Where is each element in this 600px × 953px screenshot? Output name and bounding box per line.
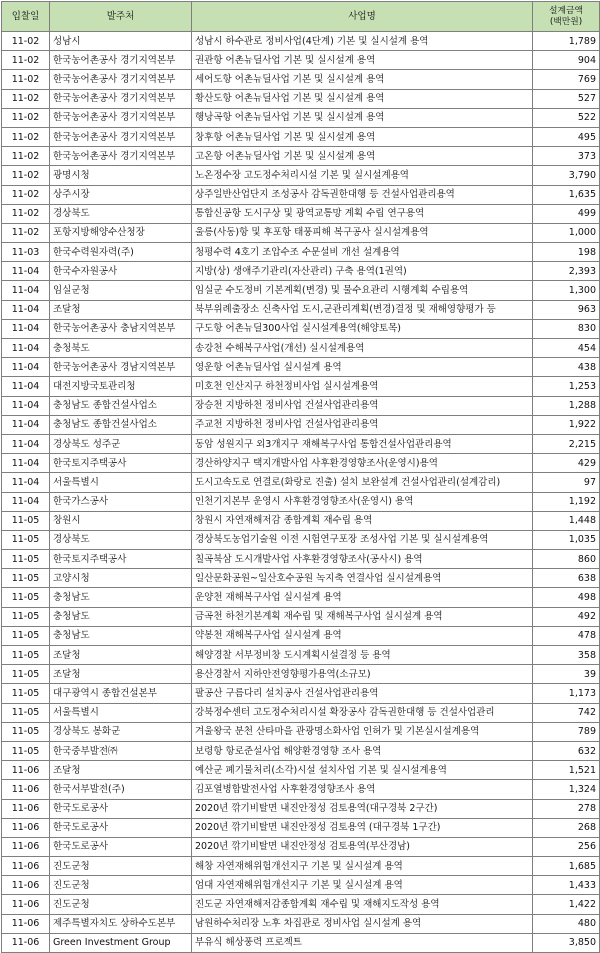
table-row [2, 626, 600, 645]
cell-date: 11-02 [2, 51, 50, 70]
cell-date: 11-04 [2, 434, 50, 453]
cell-project: 노온정수장 고도정수처리시설 기본 및 실시설계용역 [192, 166, 533, 185]
cell-client: 대전지방국토관리청 [50, 377, 192, 396]
cell-project: 팔공산 구름다리 설치공사 건설사업관리용역 [192, 684, 533, 703]
table-row [2, 857, 600, 876]
table-header [2, 2, 600, 32]
cell-amount: 499 [533, 204, 600, 223]
cell-amount: 278 [533, 799, 600, 818]
cell-date: 11-03 [2, 243, 50, 262]
table-body [2, 32, 600, 953]
cell-client: 한국농어촌공사 경기지역본부 [50, 127, 192, 146]
cell-date: 11-04 [2, 473, 50, 492]
cell-client: 한국서부발전(주) [50, 780, 192, 799]
table-row [2, 70, 600, 89]
table-row [2, 243, 600, 262]
cell-date: 11-02 [2, 204, 50, 223]
cell-date: 11-04 [2, 454, 50, 473]
table-row [2, 319, 600, 338]
cell-project: 경산하양지구 택지개발사업 사후환경영향조사(운영시)용역 [192, 454, 533, 473]
cell-project: 상주일반산업단지 조성공사 감독권한대행 등 건설사업관리용역 [192, 185, 533, 204]
cell-amount: 498 [533, 588, 600, 607]
cell-client: 충청남도 종합건설사업소 [50, 415, 192, 434]
cell-client: 한국토지주택공사 [50, 454, 192, 473]
cell-amount: 97 [533, 473, 600, 492]
table-row [2, 473, 600, 492]
cell-amount: 256 [533, 837, 600, 856]
cell-project: 임실군 수도정비 기본계획(변경) 및 물수요관리 시행계획 수립용역 [192, 281, 533, 300]
cell-client: 충청북도 [50, 339, 192, 358]
cell-date: 11-06 [2, 914, 50, 933]
table-row [2, 32, 600, 51]
table-row [2, 703, 600, 722]
cell-date: 11-04 [2, 492, 50, 511]
cell-project: 세어도항 어촌뉴딜사업 기본 및 실시설계 용역 [192, 70, 533, 89]
cell-amount: 1,192 [533, 492, 600, 511]
table-row [2, 377, 600, 396]
cell-amount: 638 [533, 569, 600, 588]
cell-date: 11-02 [2, 89, 50, 108]
cell-amount: 1,288 [533, 396, 600, 415]
cell-amount: 495 [533, 127, 600, 146]
cell-amount: 904 [533, 51, 600, 70]
cell-client: 경상북도 [50, 530, 192, 549]
cell-date: 11-04 [2, 415, 50, 434]
cell-date: 11-06 [2, 876, 50, 895]
cell-amount: 1,300 [533, 281, 600, 300]
cell-date: 11-05 [2, 588, 50, 607]
cell-date: 11-02 [2, 127, 50, 146]
cell-client: 한국농어촌공사 경남지역본부 [50, 358, 192, 377]
table-row [2, 780, 600, 799]
table-row [2, 51, 600, 70]
cell-client: 한국농어촌공사 경기지역본부 [50, 108, 192, 127]
cell-project: 2020년 깎기비탈면 내진안정성 검토용역(대구경북 2구간) [192, 799, 533, 818]
cell-project: 북부위례출장소 신축사업 도시,군관리계획(변경)결정 및 재해영향평가 등 [192, 300, 533, 319]
cell-amount: 3,850 [533, 933, 600, 952]
cell-amount: 39 [533, 665, 600, 684]
cell-date: 11-05 [2, 722, 50, 741]
cell-amount: 1,521 [533, 761, 600, 780]
cell-project: 2020년 깎기비탈면 내진안정성 검토용역 (대구경북 1구간) [192, 818, 533, 837]
cell-date: 11-04 [2, 339, 50, 358]
cell-amount: 1,685 [533, 857, 600, 876]
cell-client: 포항지방해양수산청장 [50, 223, 192, 242]
cell-project: 창원시 자연재해저감 종합계획 재수립 용역 [192, 511, 533, 530]
cell-project: 영운항 어촌뉴딜사업 실시설계 용역 [192, 358, 533, 377]
cell-date: 11-02 [2, 166, 50, 185]
cell-project: 미호천 인산지구 하천정비사업 실시설계용역 [192, 377, 533, 396]
cell-amount: 480 [533, 914, 600, 933]
cell-project: 구도항 어촌뉴딜300사업 실시설계용역(해양토목) [192, 319, 533, 338]
cell-project: 진도군 자연재해저감종합계획 재수립 및 재해지도작성 용역 [192, 895, 533, 914]
cell-project: 성남시 하수관로 정비사업(4단계) 기본 및 실시설계 용역 [192, 32, 533, 51]
table-row [2, 761, 600, 780]
cell-amount: 1,000 [533, 223, 600, 242]
cell-date: 11-06 [2, 895, 50, 914]
table-row [2, 300, 600, 319]
cell-date: 11-06 [2, 761, 50, 780]
cell-project: 해양경찰 서부정비창 도시계획시설결정 등 용역 [192, 646, 533, 665]
cell-project: 청평수력 4호기 조압수조 수문설비 개선 설계용역 [192, 243, 533, 262]
cell-project: 송강천 수해복구사업(개선) 실시설계용역 [192, 339, 533, 358]
cell-project: 운양천 재해복구사업 실시설계 용역 [192, 588, 533, 607]
cell-amount: 268 [533, 818, 600, 837]
table-row [2, 108, 600, 127]
cell-amount: 1,035 [533, 530, 600, 549]
table-row [2, 185, 600, 204]
table-row [2, 89, 600, 108]
table-row [2, 396, 600, 415]
cell-project: 약봉천 재해복구사업 실시설계 용역 [192, 626, 533, 645]
cell-client: 조달청 [50, 665, 192, 684]
cell-client: 한국농어촌공사 충남지역본부 [50, 319, 192, 338]
cell-client: 한국농어촌공사 경기지역본부 [50, 51, 192, 70]
cell-date: 11-04 [2, 377, 50, 396]
cell-amount: 492 [533, 607, 600, 626]
cell-project: 엄대 자연재해위험개선지구 기본 및 실시설계 용역 [192, 876, 533, 895]
table-row [2, 281, 600, 300]
table-row [2, 262, 600, 281]
table-row [2, 895, 600, 914]
cell-client: 경상북도 봉화군 [50, 722, 192, 741]
cell-project: 인천기지본부 운영시 사후환경영향조사(운영시) 용역 [192, 492, 533, 511]
cell-client: 진도군청 [50, 857, 192, 876]
cell-amount: 454 [533, 339, 600, 358]
cell-project: 보령항 항로준설사업 해양환경영향 조사 용역 [192, 741, 533, 760]
table-row [2, 933, 600, 952]
cell-date: 11-05 [2, 684, 50, 703]
cell-amount: 429 [533, 454, 600, 473]
cell-client: 한국수력원자력(주) [50, 243, 192, 262]
cell-date: 11-05 [2, 530, 50, 549]
cell-client: 한국도로공사 [50, 799, 192, 818]
cell-date: 11-05 [2, 646, 50, 665]
table-row [2, 204, 600, 223]
header-amount [533, 2, 600, 32]
cell-project: 황산도항 어촌뉴딜사업 기본 및 실시설계 용역 [192, 89, 533, 108]
cell-amount: 1,922 [533, 415, 600, 434]
cell-project: 통합신공항 도시구상 및 광역교통망 계획 수립 연구용역 [192, 204, 533, 223]
cell-amount: 358 [533, 646, 600, 665]
cell-amount: 1,433 [533, 876, 600, 895]
table-row [2, 722, 600, 741]
cell-date: 11-05 [2, 703, 50, 722]
cell-client: 조달청 [50, 646, 192, 665]
cell-client: 충청남도 [50, 626, 192, 645]
header-amount-line2: (백만원) [549, 16, 583, 27]
cell-date: 11-05 [2, 511, 50, 530]
cell-amount: 742 [533, 703, 600, 722]
cell-project: 금곡천 하천기본계획 재수립 및 재해복구사업 실시설계 용역 [192, 607, 533, 626]
table-row [2, 818, 600, 837]
cell-amount: 3,790 [533, 166, 600, 185]
header-amount-line1: 설계금액 [549, 5, 583, 16]
cell-amount: 830 [533, 319, 600, 338]
cell-client: 충청남도 [50, 588, 192, 607]
table-row [2, 550, 600, 569]
cell-amount: 769 [533, 70, 600, 89]
cell-date: 11-06 [2, 857, 50, 876]
cell-client: Green Investment Group [50, 933, 192, 952]
cell-client: 고양시청 [50, 569, 192, 588]
cell-date: 11-02 [2, 147, 50, 166]
cell-amount: 963 [533, 300, 600, 319]
cell-project: 권관항 어촌뉴딜사업 기본 및 실시설계 용역 [192, 51, 533, 70]
cell-date: 11-06 [2, 799, 50, 818]
cell-date: 11-05 [2, 626, 50, 645]
cell-date: 11-04 [2, 319, 50, 338]
cell-date: 11-02 [2, 70, 50, 89]
cell-amount: 1,253 [533, 377, 600, 396]
cell-date: 11-04 [2, 396, 50, 415]
cell-project: 창후항 어촌뉴딜사업 기본 및 실시설계 용역 [192, 127, 533, 146]
cell-client: 서울특별시 [50, 703, 192, 722]
header-date: 입찰일 [2, 2, 50, 32]
cell-date: 11-05 [2, 741, 50, 760]
table-row [2, 876, 600, 895]
cell-amount: 2,215 [533, 434, 600, 453]
cell-project: 칠곡북삼 도시개발사업 사후환경영향조사(공사시) 용역 [192, 550, 533, 569]
cell-client: 서울특별시 [50, 473, 192, 492]
table-row [2, 339, 600, 358]
cell-project: 예산군 폐기물처리(소각)시설 설치사업 기본 및 실시설계용역 [192, 761, 533, 780]
cell-project: 동암 성원지구 외3개지구 재해복구사업 통합건설사업관리용역 [192, 434, 533, 453]
cell-client: 대구광역시 종합건설본부 [50, 684, 192, 703]
table-row [2, 665, 600, 684]
cell-project: 김포열병합발전사업 사후환경영향조사 용역 [192, 780, 533, 799]
cell-date: 11-02 [2, 223, 50, 242]
cell-client: 한국도로공사 [50, 837, 192, 856]
table-row [2, 166, 600, 185]
cell-project: 강북정수센터 고도정수처리시설 확장공사 감독권한대행 등 건설사업관리 [192, 703, 533, 722]
cell-amount: 522 [533, 108, 600, 127]
table-row [2, 569, 600, 588]
cell-amount: 632 [533, 741, 600, 760]
table-row [2, 799, 600, 818]
cell-client: 경상북도 성주군 [50, 434, 192, 453]
cell-client: 한국농어촌공사 경기지역본부 [50, 147, 192, 166]
cell-client: 창원시 [50, 511, 192, 530]
table-row [2, 511, 600, 530]
cell-client: 제주특별자치도 상하수도본부 [50, 914, 192, 933]
cell-client: 상주시장 [50, 185, 192, 204]
header-project: 사업명 [192, 2, 533, 32]
table-row [2, 607, 600, 626]
cell-project: 남원하수처리장 노후 차집관로 정비사업 실시설계 용역 [192, 914, 533, 933]
cell-client: 한국토지주택공사 [50, 550, 192, 569]
cell-date: 11-05 [2, 607, 50, 626]
cell-project: 2020년 깎기비탈면 내진안정성 검토용역(부산경남) [192, 837, 533, 856]
cell-client: 한국농어촌공사 경기지역본부 [50, 89, 192, 108]
cell-client: 한국수자원공사 [50, 262, 192, 281]
cell-amount: 1,635 [533, 185, 600, 204]
cell-client: 충청남도 종합건설사업소 [50, 396, 192, 415]
table-row [2, 358, 600, 377]
cell-date: 11-04 [2, 281, 50, 300]
cell-date: 11-05 [2, 550, 50, 569]
table-row [2, 434, 600, 453]
table-row [2, 684, 600, 703]
cell-project: 해창 자연재해위험개선지구 기본 및 실시설계 용역 [192, 857, 533, 876]
cell-amount: 198 [533, 243, 600, 262]
cell-amount: 1,448 [533, 511, 600, 530]
cell-client: 성남시 [50, 32, 192, 51]
cell-amount: 478 [533, 626, 600, 645]
table-row [2, 530, 600, 549]
cell-amount: 438 [533, 358, 600, 377]
cell-client: 충청남도 [50, 607, 192, 626]
cell-client: 경상북도 [50, 204, 192, 223]
cell-date: 11-06 [2, 818, 50, 837]
cell-date: 11-04 [2, 358, 50, 377]
cell-client: 조달청 [50, 300, 192, 319]
cell-project: 울릉(사동)항 및 후포항 태풍피해 복구공사 실시설계용역 [192, 223, 533, 242]
cell-amount: 1,173 [533, 684, 600, 703]
cell-amount: 1,789 [533, 32, 600, 51]
cell-amount: 373 [533, 147, 600, 166]
cell-client: 조달청 [50, 761, 192, 780]
table-row [2, 837, 600, 856]
cell-client: 한국도로공사 [50, 818, 192, 837]
cell-date: 11-06 [2, 837, 50, 856]
cell-project: 장승천 지방하천 정비사업 건설사업관리용역 [192, 396, 533, 415]
cell-date: 11-06 [2, 933, 50, 952]
table-row [2, 415, 600, 434]
cell-project: 지방(상) 생애주기관리(자산관리) 구축 용역(1권역) [192, 262, 533, 281]
cell-project: 도시고속도로 연결로(화랑로 진출) 설치 보완설계 건설사업관리(설계감리) [192, 473, 533, 492]
table-row [2, 914, 600, 933]
cell-project: 겨울왕국 분천 산타마을 관광명소화사업 인허가 및 기본실시설계용역 [192, 722, 533, 741]
bid-table [1, 1, 600, 953]
cell-date: 11-04 [2, 300, 50, 319]
cell-project: 주교천 지방하천 정비사업 건설사업관리용역 [192, 415, 533, 434]
table-row [2, 492, 600, 511]
table-row [2, 454, 600, 473]
cell-client: 광명시청 [50, 166, 192, 185]
cell-client: 한국농어촌공사 경기지역본부 [50, 70, 192, 89]
cell-project: 일산문화공원~일산호수공원 녹지축 연결사업 실시설계용역 [192, 569, 533, 588]
cell-amount: 789 [533, 722, 600, 741]
cell-client: 진도군청 [50, 895, 192, 914]
table-row [2, 147, 600, 166]
cell-client: 임실군청 [50, 281, 192, 300]
cell-date: 11-02 [2, 32, 50, 51]
cell-date: 11-05 [2, 569, 50, 588]
cell-amount: 527 [533, 89, 600, 108]
cell-client: 한국중부발전㈜ [50, 741, 192, 760]
header-client: 발주처 [50, 2, 192, 32]
table-row [2, 223, 600, 242]
header-row [2, 2, 600, 32]
cell-amount: 860 [533, 550, 600, 569]
cell-date: 11-05 [2, 665, 50, 684]
cell-amount: 1,422 [533, 895, 600, 914]
cell-client: 한국가스공사 [50, 492, 192, 511]
cell-date: 11-06 [2, 780, 50, 799]
cell-project: 행낭곡항 어촌뉴딜사업 기본 및 실시설계 용역 [192, 108, 533, 127]
cell-date: 11-04 [2, 262, 50, 281]
cell-client: 진도군청 [50, 876, 192, 895]
cell-date: 11-02 [2, 108, 50, 127]
table-row [2, 588, 600, 607]
cell-amount: 1,324 [533, 780, 600, 799]
cell-project: 고온항 어촌뉴딜사업 기본 및 실시설계 용역 [192, 147, 533, 166]
cell-project: 경상북도농업기술원 이전 시험연구포장 조성사업 기본 및 실시설계용역 [192, 530, 533, 549]
table-row [2, 127, 600, 146]
cell-amount: 2,393 [533, 262, 600, 281]
cell-project: 용산경찰서 지하안전영향평가용역(소규모) [192, 665, 533, 684]
table-row [2, 646, 600, 665]
cell-project: 부유식 해상풍력 프로젝트 [192, 933, 533, 952]
cell-date: 11-02 [2, 185, 50, 204]
table-row [2, 741, 600, 760]
